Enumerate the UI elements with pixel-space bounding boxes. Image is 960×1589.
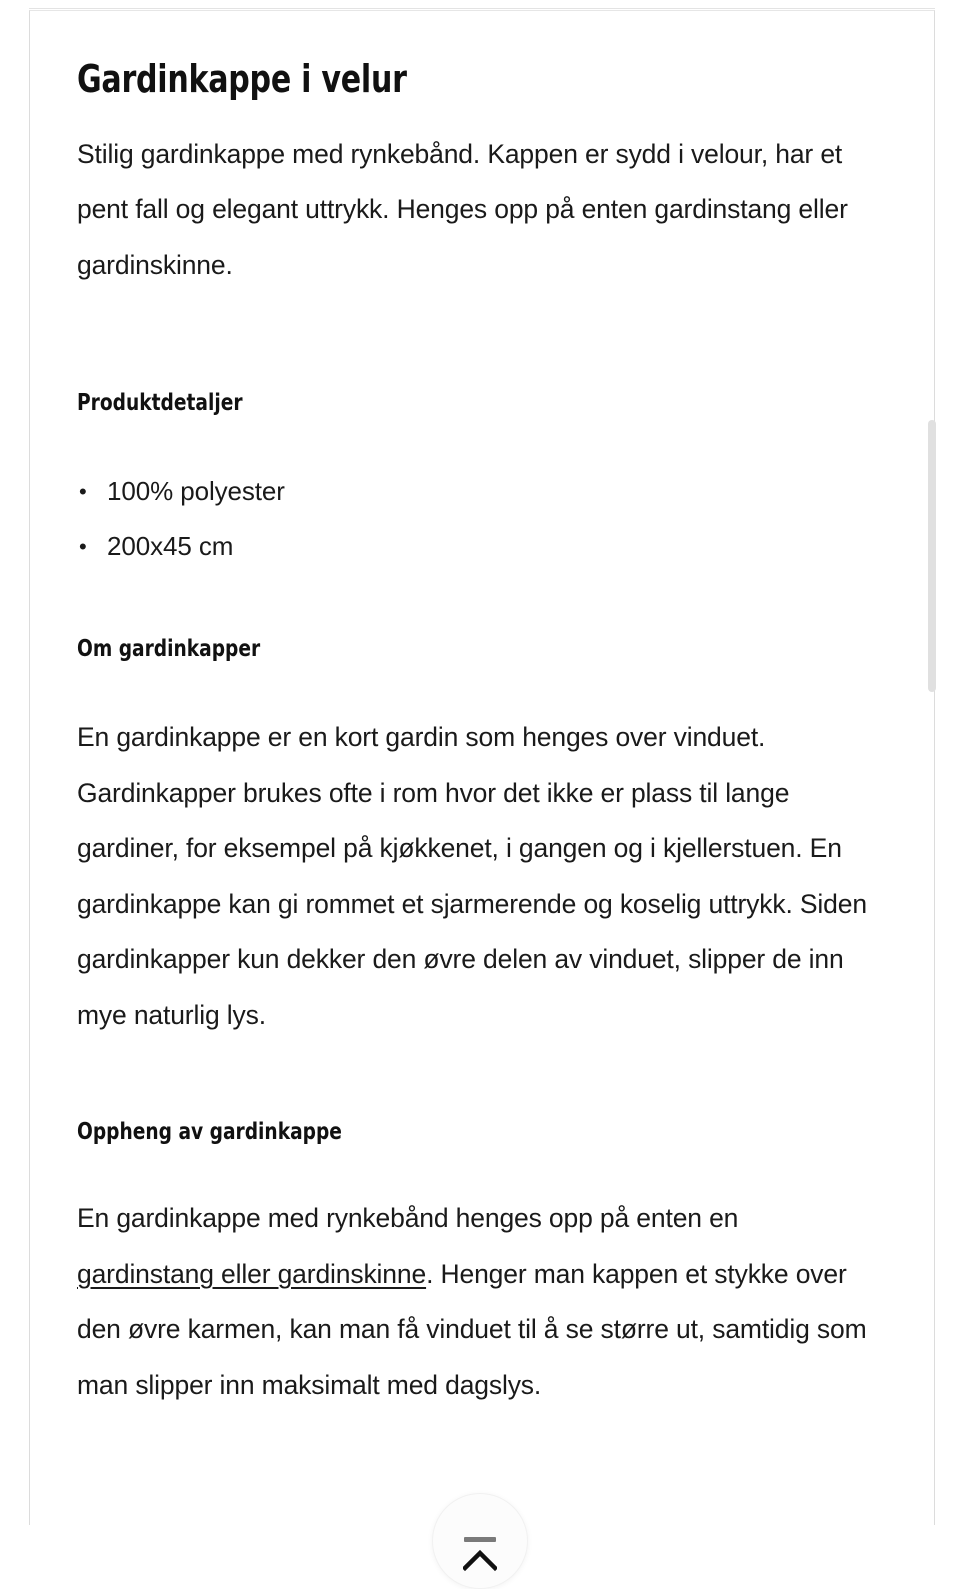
description-content [77, 11, 877, 1413]
collapse-up-icon [458, 1537, 502, 1577]
gardinstang-gardinskinne-link[interactable]: gardinstang eller gardinskinne [77, 1258, 427, 1289]
hanging-text-after-link: . Henger man kappen et stykke over den øvre karmen, kan man få vinduet til å se større ut, samtidig som man slipper inn maksimalt med dagslys. [77, 1258, 867, 1400]
spacer [77, 416, 877, 464]
spacer [77, 574, 877, 636]
spacer [77, 293, 877, 390]
about-paragraph: En gardinkappe er en kort gardin som henges over vinduet. Gardinkapper brukes ofte i rom hvor det ikke er plass til lange gardiner, for eksempel på kjøkkenet, i gangen og i kjellerstuen. En gardinkappe kan gi rommet et sjarmerende og koselig uttrykk. Siden gardinkapper kun dekker den øvre delen av vinduet, slipper de inn mye naturlig lys. [77, 722, 867, 1030]
list-item: • 200x45 cm [107, 519, 877, 574]
spacer [77, 1043, 877, 1119]
hanging-paragraph [77, 1191, 877, 1413]
product-description-panel [29, 10, 935, 1525]
vertical-scrollbar-thumb[interactable] [928, 420, 936, 692]
top-divider [29, 8, 935, 9]
hanging-text-before-link: En gardinkappe med rynkebånd henges opp på enten en [77, 1203, 739, 1234]
chevron-up-icon [463, 1548, 497, 1576]
scroll-to-top-button[interactable] [432, 1493, 528, 1589]
product-lead-paragraph: Stilig gardinkappe med rynkebånd. Kappen er sydd i velour, har et pent fall og elegant uttrykk. Henges opp på enten gardinstang eller gardinskinne. [77, 138, 848, 280]
spacer [77, 662, 877, 710]
product-details-list [77, 464, 877, 574]
collapse-bar [464, 1537, 496, 1542]
list-item: • 100% polyester [107, 464, 877, 519]
section-heading-oppheng-av-gardinkappe: Oppheng av gardinkappe [77, 1119, 342, 1146]
spacer [77, 1145, 877, 1191]
section-heading-produktdetaljer: Produktdetaljer [77, 390, 243, 417]
section-heading-om-gardinkapper: Om gardinkapper [77, 636, 261, 663]
vertical-scrollbar[interactable] [925, 10, 939, 1525]
page-title: Gardinkappe i velur [77, 57, 407, 101]
